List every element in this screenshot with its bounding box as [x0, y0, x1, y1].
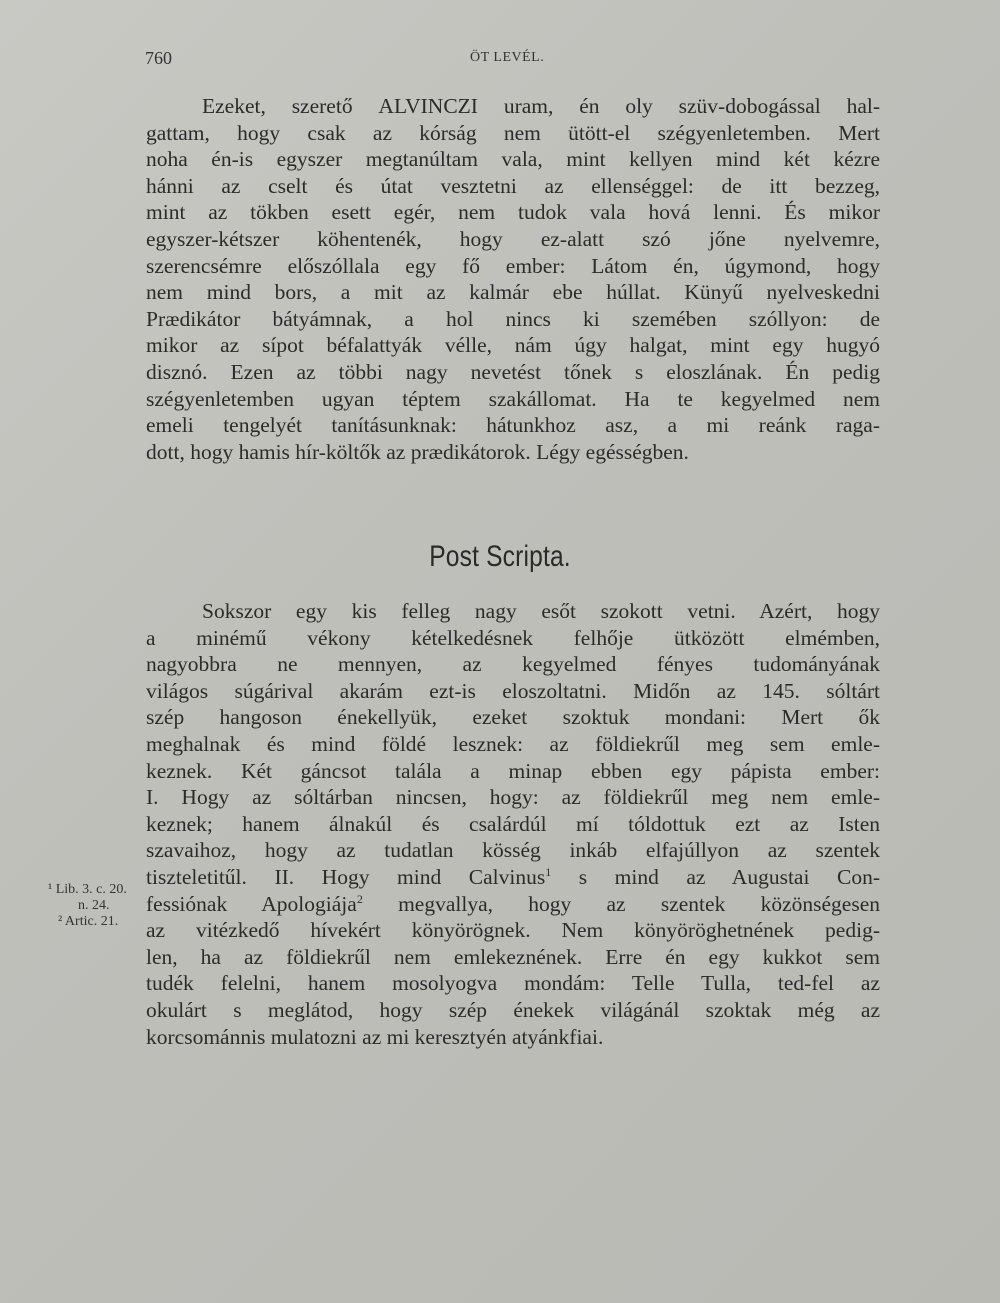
section-heading: Post Scripta. [429, 540, 571, 573]
text-line: mikor az sípot béfalattyák vélle, nám úgy halgat, mint egy hugyó [146, 333, 880, 358]
text-line: dott, hogy hamis hír-költők az prædikátorok. Légy egésségben. [146, 439, 689, 464]
page-number: 760 [145, 48, 172, 68]
postscript-paragraph [146, 598, 880, 1050]
text-line: szép hangoson énekellyük, ezeket szoktuk mondani: Mert ők [146, 705, 880, 730]
footnote-ref-2: 2 [356, 891, 363, 906]
text-line: korcsománnis mulatozni az mi keresztyén atyánkfiai. [146, 1024, 604, 1049]
text-line: keznek; hanem álnakúl és csalárdúl mí tóldottuk ezt az Isten [146, 811, 880, 836]
text-line: len, ha az földiekrűl nem emlekeznének. Erre én egy kukkot sem [146, 944, 880, 969]
text-line: világos súgárival akarám ezt-is eloszoltatni. Midőn az 145. sóltárt [146, 678, 880, 703]
page-header [145, 48, 885, 72]
text-line: nem mind bors, a mit az kalmár ebe húllat. Künyű nyelveskedni [146, 280, 880, 305]
letter-paragraph [146, 93, 880, 465]
text-line: noha én-is egyszer megtanúltam vala, mint kellyen mind két kézre [146, 147, 880, 172]
text-line: a minémű vékony kételkedésnek felhője ütközött elmémben, [146, 625, 880, 650]
text-line: nagyobbra ne mennyen, az kegyelmed fényes tudományának [146, 652, 880, 677]
text-line: Sokszor egy kis felleg nagy esőt szokott vetni. Azért, hogy [202, 599, 880, 623]
text-line: tiszteletitűl. II. Hogy mind Calvinus$^1$ s mind az Augustai Con- [146, 864, 880, 889]
text-line: hánni az cselt és útat vesztetni az ellenséggel: de itt bezzeg, [146, 173, 880, 198]
text-line: meghalnak és mind földé lesznek: az földiekrűl meg sem emle- [146, 731, 880, 756]
text-line: emeli tengelyét tanításunknak: hátunkhoz asz, a mi reánk raga- [146, 413, 880, 438]
text-line: Ezeket, szerető ALVINCZI uram, én oly szüv-dobogással hal- [202, 94, 881, 118]
text-line: Prædikátor bátyámnak, a hol nincs ki szemében szóllyon: de [146, 306, 880, 331]
text-line: fessiónak Apologiája$^2$ megvallya, hogy az szentek közönségesen [146, 891, 880, 916]
text-line: okulárt s meglátod, hogy szép énekek világánál szoktak még az [146, 997, 880, 1022]
margin-note: ¹ Lib. 3. c. 20. [48, 882, 127, 897]
text-line: disznó. Ezen az többi nagy nevetést tőnek s eloszlának. Én pedig [146, 359, 880, 384]
text-line: gattam, hogy csak az kórság nem ütött-el szégyenletemben. Mert [146, 120, 880, 145]
text-line: keznek. Két gáncsot talála a minap ebben egy pápista ember: [146, 758, 880, 783]
text-line: tudék felelni, hanem mosolyogva mondám: Telle Tulla, ted-fel az [146, 971, 880, 996]
name-alvinczi: ALVINCZI [378, 94, 478, 118]
text-line: szerencsémre előszóllala egy fő ember: Látom én, úgymond, hogy [146, 253, 880, 278]
margin-note: ² Artic. 21. [58, 914, 119, 929]
text-line: egyszer-kétszer köhentenék, hogy ez-alatt szó jőne nyelvemre, [146, 226, 880, 251]
margin-note: n. 24. [78, 898, 110, 913]
text-line: szégyenletemben ugyan téptem szakállomat. Ha te kegyelmed nem [146, 386, 880, 411]
text-line: szavaihoz, hogy az tudatlan kösség inkáb elfajúllyon az szentek [146, 838, 880, 863]
footnote-ref-1: 1 [545, 864, 552, 879]
margin-notes [48, 882, 158, 930]
text-line: az vitézkedő hívekért könyörögnek. Nem könyöröghetnének pedig- [146, 918, 880, 943]
text-line: mint az tökben esett egér, nem tudok vala hová lenni. És mikor [146, 200, 880, 225]
running-title: ÖT LEVÉL. [470, 50, 545, 65]
text-line: I. Hogy az sóltárban nincsen, hogy: az földiekrűl meg nem emle- [146, 785, 880, 810]
